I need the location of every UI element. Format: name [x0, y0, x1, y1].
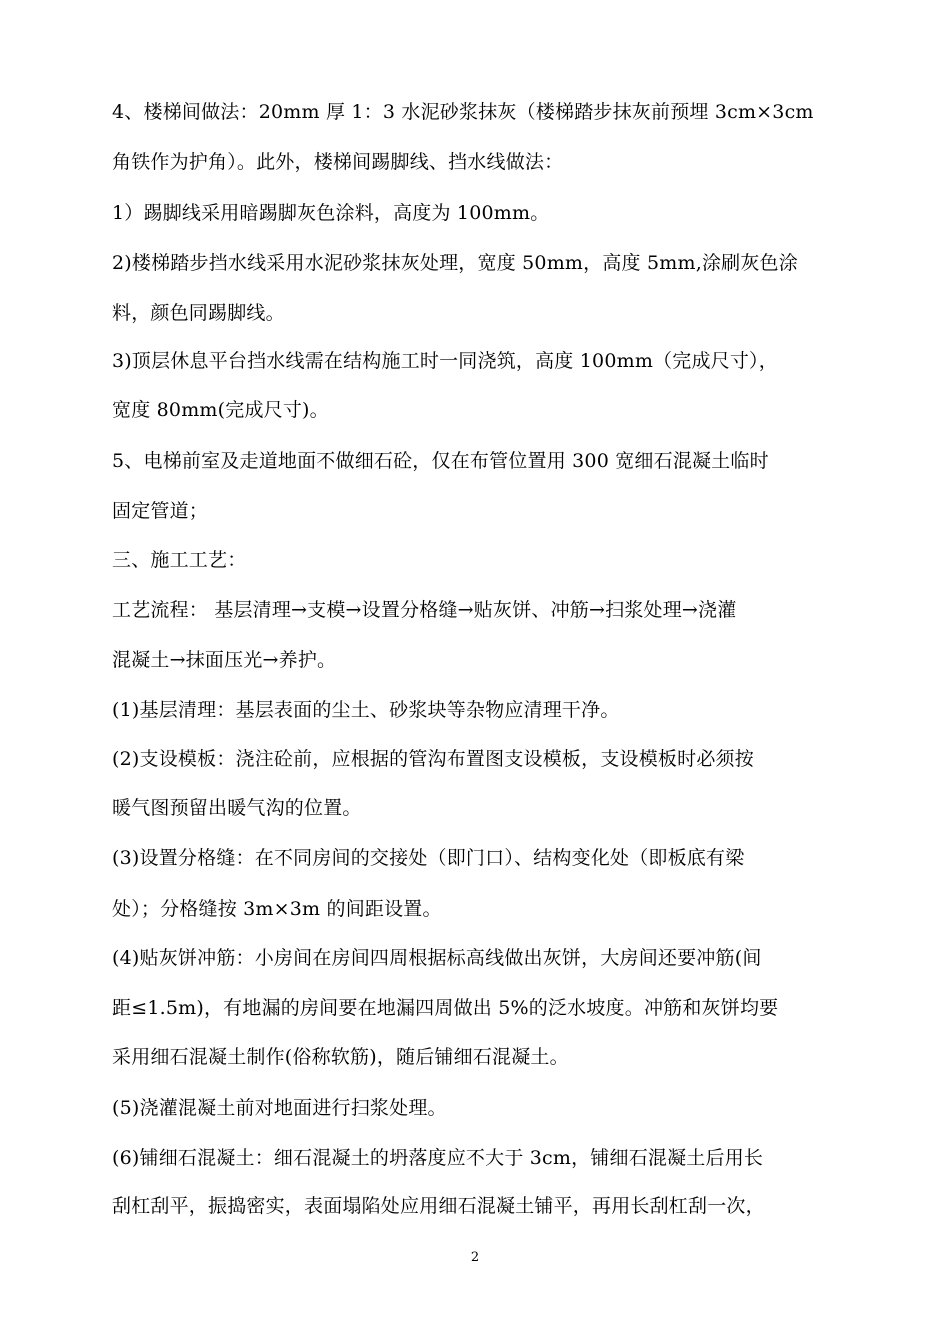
- text-line: 角铁作为护角）。此外，楼梯间踢脚线、挡水线做法：: [112, 151, 564, 173]
- text-line: 料，颜色同踢脚线。: [112, 302, 285, 324]
- text-line: 暖气图预留出暖气沟的位置。: [112, 797, 362, 819]
- text-line: (3)设置分格缝：在不同房间的交接处（即门口）、结构变化处（即板底有梁: [112, 847, 745, 869]
- text-line: 采用细石混凝土制作(俗称软筋)，随后铺细石混凝土。: [112, 1046, 569, 1068]
- text-line: 固定管道；: [112, 500, 209, 522]
- text-line: 混凝土→抹面压光→养护。: [112, 649, 337, 671]
- page-number: 2: [470, 1250, 480, 1265]
- section-heading: 三、施工工艺：: [112, 549, 247, 571]
- text-line: 刮杠刮平，振捣密实，表面塌陷处应用细石混凝土铺平，再用长刮杠刮一次，: [112, 1195, 765, 1217]
- text-line: (5)浇灌混凝土前对地面进行扫浆处理。: [112, 1097, 447, 1119]
- text-line: 3)顶层休息平台挡水线需在结构施工时一同浇筑，高度 100mm（完成尺寸），: [112, 350, 778, 372]
- text-line: 5、电梯前室及走道地面不做细石砼，仅在布管位置用 300 宽细石混凝土临时: [112, 450, 769, 472]
- text-line: (2)支设模板：浇注砼前，应根据的管沟布置图支设模板，支设模板时必须按: [112, 748, 754, 770]
- text-line: 处）；分格缝按 3m×3m 的间距设置。: [112, 898, 442, 920]
- text-line: 宽度 80mm(完成尺寸)。: [112, 399, 329, 421]
- text-line: 1）踢脚线采用暗踢脚灰色涂料，高度为 100mm。: [112, 202, 550, 224]
- text-line: (4)贴灰饼冲筋：小房间在房间四周根据标高线做出灰饼，大房间还要冲筋(间: [112, 947, 762, 969]
- text-line: 工艺流程： 基层清理→支模→设置分格缝→贴灰饼、冲筋→扫浆处理→浇灌: [112, 599, 737, 621]
- text-line: 4、楼梯间做法：20mm 厚 1：3 水泥砂浆抹灰（楼梯踏步抹灰前预埋 3cm×3cm: [112, 101, 814, 123]
- text-line: (1)基层清理：基层表面的尘土、砂浆块等杂物应清理干净。: [112, 699, 620, 721]
- text-line: 2)楼梯踏步挡水线采用水泥砂浆抹灰处理，宽度 50mm，高度 5mm,涂刷灰色涂: [112, 252, 798, 274]
- text-line: 距≤1.5m)，有地漏的房间要在地漏四周做出 5%的泛水坡度。冲筋和灰饼均要: [112, 997, 779, 1019]
- text-line: (6)铺细石混凝土：细石混凝土的坍落度应不大于 3cm，铺细石混凝土后用长: [112, 1147, 764, 1169]
